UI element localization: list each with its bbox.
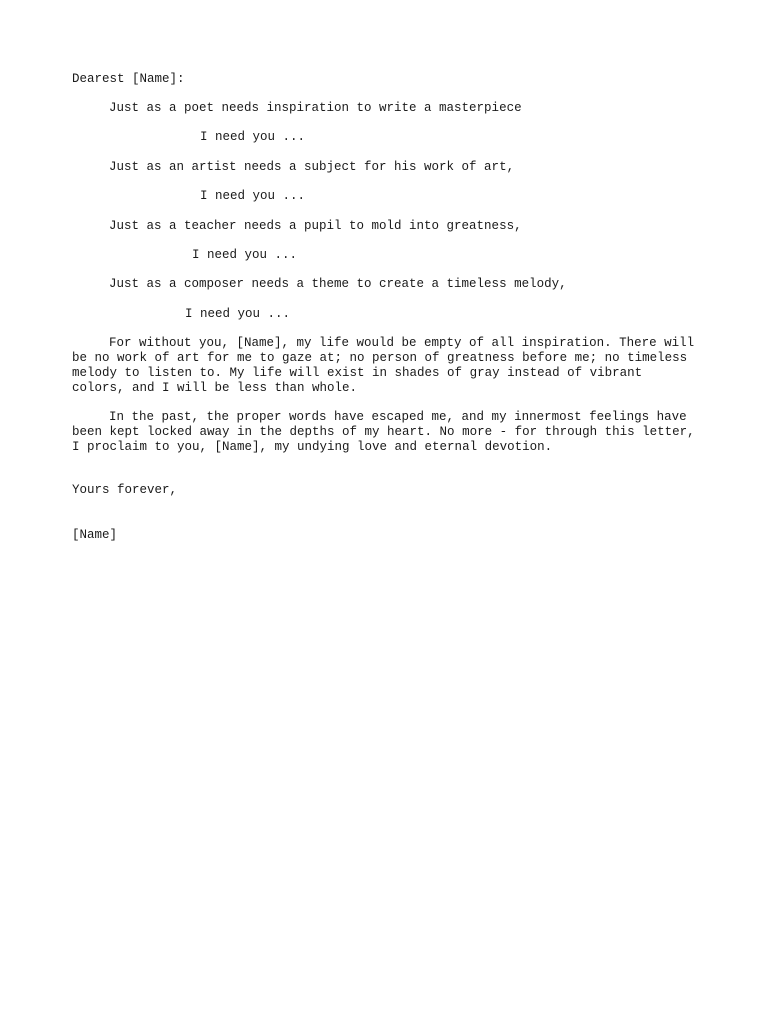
stanza-line-2: Just as an artist needs a subject for his work of art, — [109, 160, 515, 174]
stanza-line-4: Just as a composer needs a theme to create a timeless melody, — [109, 277, 567, 291]
closing: Yours forever, — [72, 483, 178, 497]
stanza-refrain-1: I need you ... — [200, 130, 306, 144]
body-paragraph-2: In the past, the proper words have escaped me, and my innermost feelings have been kept locked away in the depths of my heart. No more - for through this letter, I proclaim to you, [Name], my undying love and eternal devotion. — [72, 410, 695, 454]
salutation: Dearest [Name]: — [72, 72, 185, 86]
body-paragraph-1: For without you, [Name], my life would be empty of all inspiration. There will be no work of art for me to gaze at; no person of greatness before me; no timeless melody to listen to. My life will exist in shades of gray instead of vibrant colors, and I will be less than whole. — [72, 336, 695, 395]
signature: [Name] — [72, 528, 118, 542]
stanza-refrain-3: I need you ... — [192, 248, 298, 262]
stanza-refrain-4: I need you ... — [185, 307, 291, 321]
stanza-refrain-2: I need you ... — [200, 189, 306, 203]
stanza-line-3: Just as a teacher needs a pupil to mold into greatness, — [109, 219, 522, 233]
stanza-line-1: Just as a poet needs inspiration to write a masterpiece — [109, 101, 522, 115]
